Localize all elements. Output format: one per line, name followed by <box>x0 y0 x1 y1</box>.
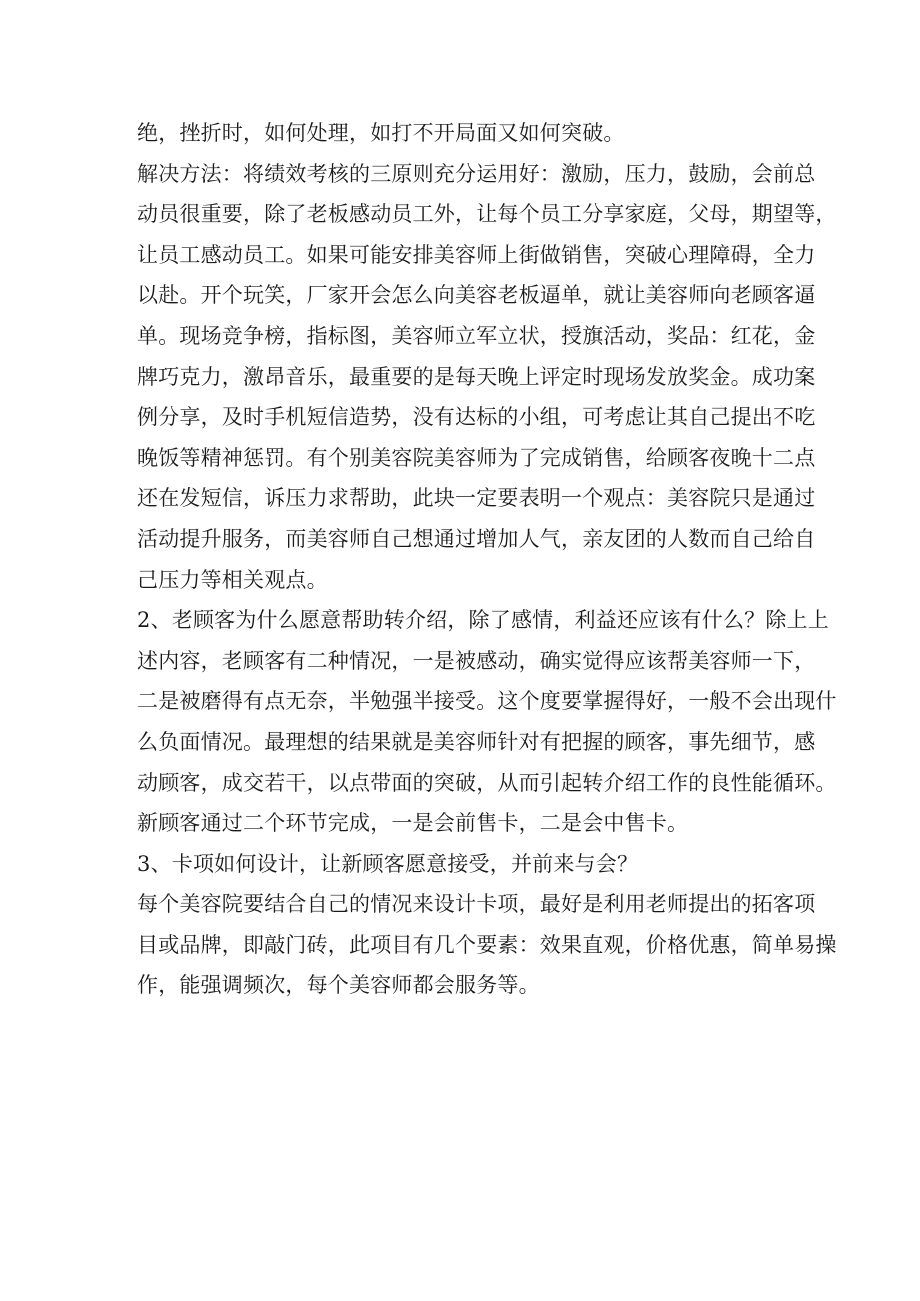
text-line: 单。现场竞争榜，指标图，美容师立军立状，授旗活动，奖品：红花，金 <box>137 323 816 348</box>
text-line: 动员很重要，除了老板感动员工外，让每个员工分享家庭，父母，期望等， <box>137 202 837 227</box>
text-line: 3、卡项如何设计，让新顾客愿意接受，并前来与会？ <box>137 851 639 876</box>
text-line: 每个美容院要结合自己的情况来设计卡项，最好是利用老师提出的拓客项 <box>137 892 816 917</box>
text-line: 作，能强调频次，每个美容师都会服务等。 <box>137 973 540 998</box>
text-line: 己压力等相关观点。 <box>137 567 328 592</box>
body-text <box>137 113 837 1006</box>
text-line: 目或品牌，即敲门砖，此项目有几个要素：效果直观，价格优惠，简单易操 <box>137 932 837 957</box>
text-line: 新顾客通过二个环节完成，一是会前售卡，二是会中售卡。 <box>137 811 689 836</box>
text-line: 绝，挫折时，如何处理，如打不开局面又如何突破。 <box>137 121 625 145</box>
text-line: 解决方法：将绩效考核的三原则充分运用好：激励，压力，鼓励，会前总 <box>137 161 816 186</box>
text-line: 牌巧克力，激昂音乐，最重要的是每天晚上评定时现场发放奖金。成功案 <box>137 364 816 389</box>
text-line: 二是被磨得有点无奈，半勉强半接受。这个度要掌握得好，一般不会出现什 <box>137 689 837 714</box>
text-line: 2、老顾客为什么愿意帮助转介绍，除了感情，利益还应该有什么？除上上 <box>137 608 829 633</box>
text-line: 晚饭等精神惩罚。有个别美容院美容师为了完成销售，给顾客夜晚十二点 <box>137 445 816 470</box>
text-line: 动顾客，成交若干，以点带面的突破，从而引起转介绍工作的良性能循环。 <box>137 770 837 795</box>
text-line: 还在发短信，诉压力求帮助，此块一定要表明一个观点：美容院只是通过 <box>137 486 816 511</box>
text-line: 例分享，及时手机短信造势，没有达标的小组，可考虑让其自己提出不吃 <box>137 405 816 430</box>
text-line: 活动提升服务，而美容师自己想通过增加人气，亲友团的人数而自己给自 <box>137 526 816 551</box>
text-line: 以赴。开个玩笑，厂家开会怎么向美容老板逼单，就让美容师向老顾客逼 <box>137 283 816 308</box>
text-line: 让员工感动员工。如果可能安排美容师上街做销售，突破心理障碍，全力 <box>137 242 816 267</box>
text-line: 么负面情况。最理想的结果就是美容师针对有把握的顾客，事先细节，感 <box>137 729 816 754</box>
text-line: 述内容，老顾客有二种情况，一是被感动，确实觉得应该帮美容师一下， <box>137 648 816 673</box>
